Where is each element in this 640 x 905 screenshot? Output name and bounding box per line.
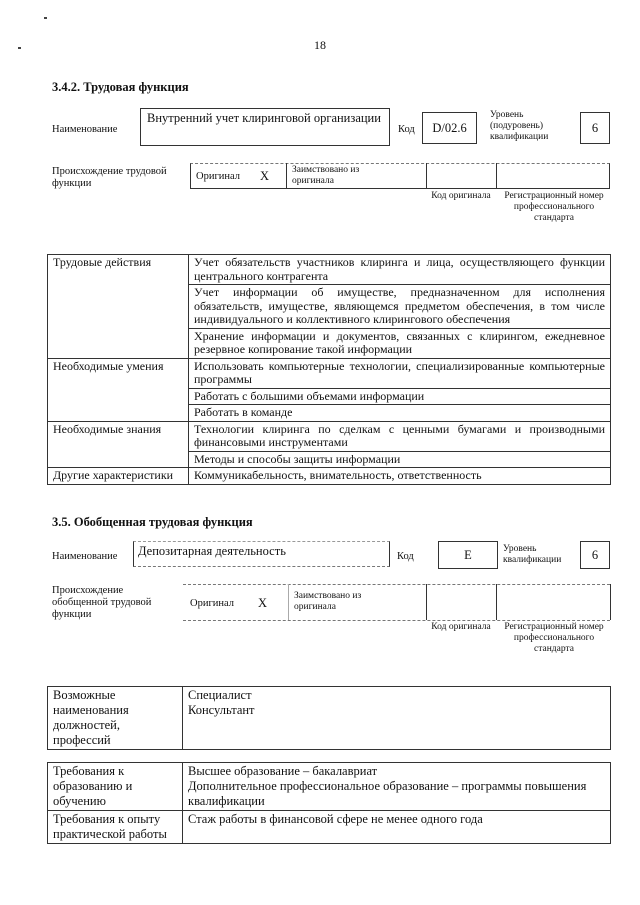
row-item: Работать в команде [189,405,611,422]
row-label: Необходимые умения [48,358,189,421]
page-number: 18 [314,38,326,52]
level-label: Уровень квалификации [503,544,562,565]
origin-label: Происхождение обобщенной трудовой функции [52,585,152,620]
requirements-table [47,762,611,844]
original-label: Оригинал [196,171,240,182]
row-item: Работать с большими объемами информации [189,388,611,405]
row-item: Использовать компьютерные технологии, специализированные компьютерные программы [189,358,611,388]
name-label: Наименование [52,124,118,135]
position-item: Консультант [188,703,255,717]
table-row [48,468,611,485]
functions-table [47,254,611,485]
reg-number-caption: Регистрационный номер профессионального стандарта [504,622,604,654]
row-label: Необходимые знания [48,421,189,468]
requirement-label: Требования к образованию и обучению [48,763,183,811]
level-label: Уровень (подуровень) квалификации [490,110,549,142]
table-row [48,255,611,285]
row-item: Хранение информации и документов, связанных с клирингом, ежедневное резервное копирование такой информации [189,328,611,358]
row-item: Учет информации об имуществе, предназначенном для исполнения обязательств, имуществе, являющемся предметом обеспечения, в том числе индивидуального и коллективного клирингового обеспечения [189,285,611,329]
requirement-item: Высшее образование – бакалавриат [188,764,378,778]
positions-table [47,686,611,750]
origin-label: Происхождение трудовой функции [52,166,167,189]
code-box [438,541,498,569]
row-item: Коммуникабельность, внимательность, ответственность [189,468,611,485]
level-value: 6 [591,548,599,562]
table-row [48,358,611,388]
original-label: Оригинал [190,598,234,609]
row-item: Технологии клиринга по сделкам с ценными бумагами и производными финансовыми инструментами [189,421,611,451]
section-heading: 3.4.2. Трудовая функция [52,80,189,94]
name-box [140,108,390,146]
table-row [48,421,611,451]
position-item: Специалист [188,688,252,702]
name-label: Наименование [52,551,118,562]
row-item: Учет обязательств участников клиринга и лица, осуществляющего функции центрального контрагента [189,255,611,285]
section-heading: 3.5. Обобщенная трудовая функция [52,515,253,529]
orig-code-caption: Код оригинала [431,191,491,201]
level-box [580,541,610,569]
borrowed-label: Заимствовано из оригинала [292,165,360,186]
table-row [48,811,611,844]
scan-mark [44,17,47,19]
row-label: Трудовые действия [48,255,189,359]
borrowed-label: Заимствовано из оригинала [294,591,362,612]
level-value: 6 [591,121,599,135]
requirement-item: Стаж работы в финансовой сфере не менее одного года [183,811,611,844]
code-box [422,112,477,144]
code-value: E [464,548,472,562]
orig-code-caption: Код оригинала [431,622,491,632]
code-value: D/02.6 [432,121,467,135]
name-value: Депозитарная деятельность [138,544,286,558]
row-label: Другие характеристики [48,468,189,485]
original-mark: X [258,596,268,610]
code-label: Код [397,551,414,562]
positions-label: Возможные наименования должностей, профессий [48,687,183,750]
reg-number-caption: Регистрационный номер профессионального стандарта [504,191,604,223]
level-box [580,112,610,144]
requirement-item: Дополнительное профессиональное образование – программы повышения квалификации [188,779,587,808]
name-value: Внутренний учет клиринговой организации [147,111,381,125]
name-box [133,541,390,567]
code-label: Код [398,124,415,135]
table-row [48,687,611,750]
original-mark: X [260,169,270,183]
origin-table [190,163,610,189]
table-row [48,763,611,811]
row-item: Методы и способы защиты информации [189,451,611,468]
requirement-label: Требования к опыту практической работы [48,811,183,844]
